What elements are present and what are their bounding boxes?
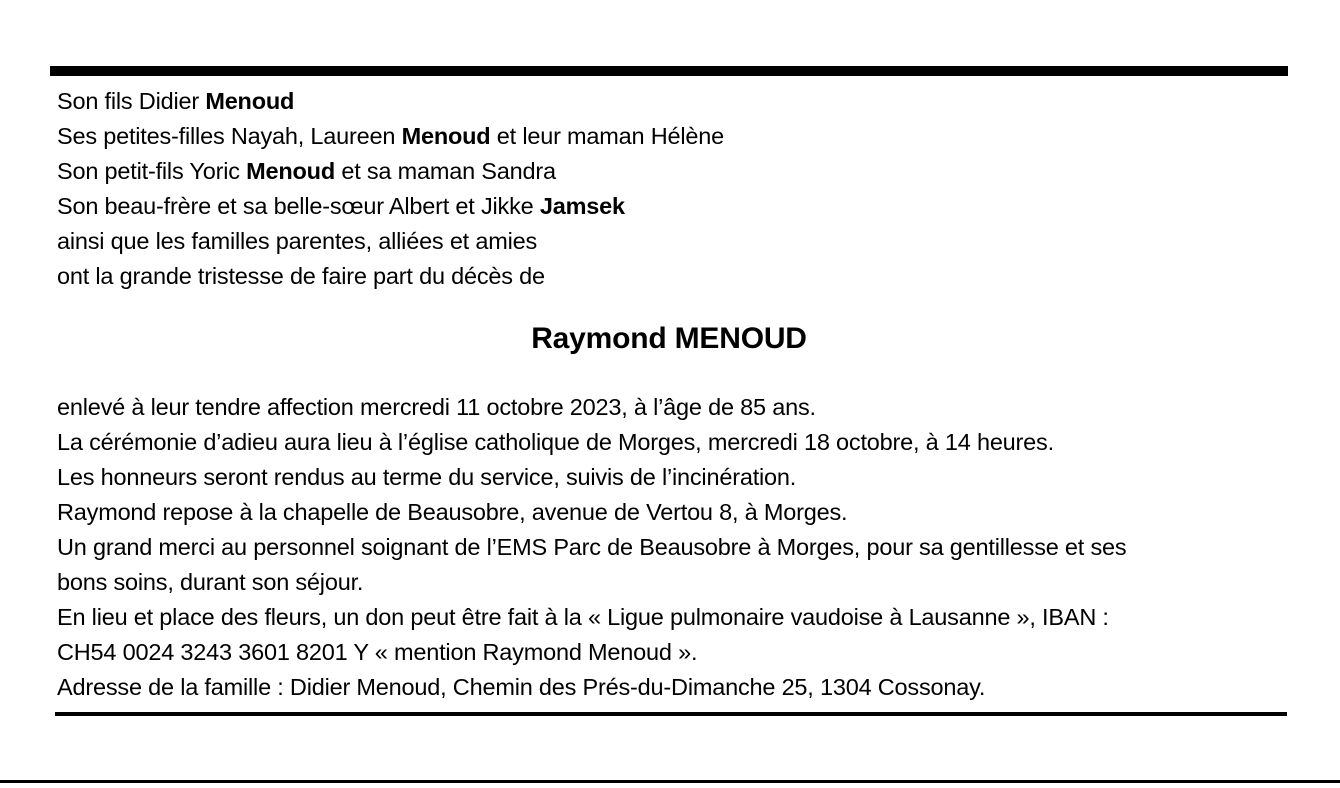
notice-body	[57, 390, 1297, 705]
body-line: Raymond repose à la chapelle de Beausobre, avenue de Vertou 8, à Morges.	[57, 499, 848, 525]
family-line-text: et leur maman Hélène	[490, 123, 724, 149]
body-line: enlevé à leur tendre affection mercredi 11 octobre 2023, à l’âge de 85 ans.	[57, 394, 816, 420]
family-line	[57, 119, 1297, 154]
family-name-bold: Menoud	[401, 123, 491, 149]
family-name-bold: Jamsek	[539, 193, 625, 219]
family-line-text: et sa maman Sandra	[335, 158, 556, 184]
body-line: Un grand merci au personnel soignant de l’EMS Parc de Beausobre à Morges, pour sa gentillesse et ses	[57, 534, 1127, 560]
body-line: CH54 0024 3243 3601 8201 Y « mention Raymond Menoud ».	[57, 639, 698, 665]
deceased-name-title: Raymond MENOUD	[531, 322, 807, 355]
family-line	[57, 259, 1297, 294]
body-line: La cérémonie d’adieu aura lieu à l’église catholique de Morges, mercredi 18 octobre, à 14 heures.	[57, 429, 1054, 455]
family-name-bold: Menoud	[246, 158, 335, 184]
body-line: Adresse de la famille : Didier Menoud, Chemin des Prés-du-Dimanche 25, 1304 Cossonay.	[57, 674, 986, 700]
bottom-divider-rule	[55, 712, 1287, 716]
page-bottom-border	[0, 780, 1340, 783]
family-line	[57, 154, 1297, 189]
top-divider-bar	[50, 66, 1288, 76]
family-line-text: ainsi que les familles parentes, alliées et amies	[57, 228, 538, 254]
family-line-text: ont la grande tristesse de faire part du décès de	[57, 263, 545, 289]
family-announcement	[57, 84, 1297, 294]
family-line-text: Son petit-fils Yoric	[57, 158, 247, 184]
body-line: Les honneurs seront rendus au terme du service, suivis de l’incinération.	[57, 464, 797, 490]
family-line	[57, 189, 1297, 224]
family-line	[57, 224, 1297, 259]
body-line: bons soins, durant son séjour.	[57, 569, 364, 595]
family-line-text: Son fils Didier	[57, 88, 206, 114]
family-name-bold: Menoud	[205, 88, 295, 114]
body-line: En lieu et place des fleurs, un don peut être fait à la « Ligue pulmonaire vaudoise à Lausanne », IBAN :	[57, 604, 1109, 630]
family-line-text: Ses petites-filles Nayah, Laureen	[57, 123, 402, 149]
family-line	[57, 84, 1297, 119]
family-line-text: Son beau-frère et sa belle-sœur Albert et Jikke	[57, 193, 540, 219]
